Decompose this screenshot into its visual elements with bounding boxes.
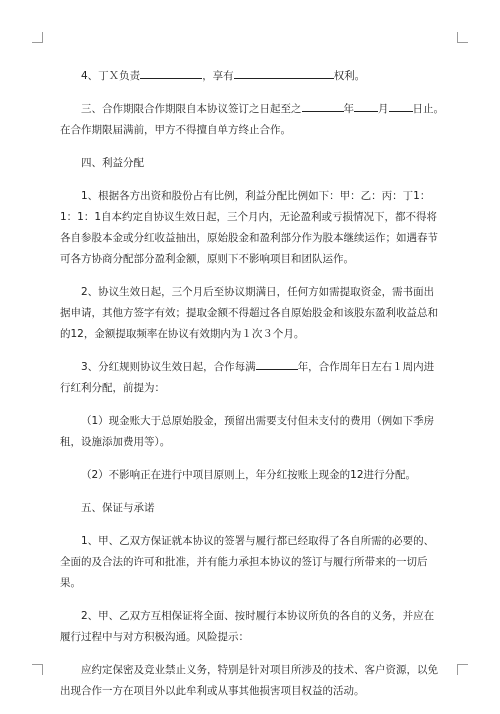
paragraph-guarantee-1: 1、甲、乙双方保证就本协议的签署与履行都已经取得了各自所需的必要的、全面的及合法的许可和批准，并有能力承担本协议的签订与履行所带来的一切后果。 (60, 535, 435, 589)
heading-guarantee: 五、保证与承诺 (81, 502, 155, 514)
paragraph-condition-1: （1）现金账大于总原始股金，预留出需要支付但未支付的费用（例如下季房租，设施添加费用等）。 (60, 415, 435, 448)
blank-field[interactable] (234, 66, 334, 79)
crop-mark-bottom-left (32, 664, 43, 675)
paragraph-confidentiality: 应约定保密及竞业禁止义务，特别是针对项目所涉及的技术、客户资源，以免出现合作一方在项目外以此牟利或从事其他损害项目权益的活动。 (60, 664, 438, 697)
crop-mark-top-right (457, 32, 468, 43)
paragraph-condition-2: （2）不影响正在进行中项目原则上，年分红按账上现金的12进行分配。 (81, 469, 417, 481)
heading-profit-distribution: 四、利益分配 (81, 157, 144, 169)
paragraph-profit-2: 2、协议生效日起，三个月后至协议期满日，任何方如需提取资金，需书面出据申请，其他方签字有效；提取金额不得超过各自原始股金和该股东盈利收益总和的12，金额提取频率在协议有效期内为１次３个月。 (60, 286, 438, 340)
blank-day[interactable] (389, 99, 413, 112)
crop-mark-top-left (32, 32, 43, 43)
paragraph-ding-duty: 4、丁Ｘ负责 ，享有 权利。 (60, 66, 444, 87)
blank-field[interactable] (140, 66, 202, 79)
document-body (60, 66, 444, 714)
paragraph-term: 三、合作期限合作期限自本协议签订之日起至之 年 月 日止。在合作期限届满前，甲方不得擅自单方终止合作。 (60, 99, 444, 141)
blank-year[interactable] (302, 99, 344, 112)
paragraph-profit-1: 1、根据各方出资和股份占有比例，利益分配比例如下：甲：乙：丙：丁1：1：1：1自本约定自协议生效日起，三个月内，无论盈利或亏损情况下，都不得将各自参股本金或分红收益抽出，原始股金和盈利部分作为股本继续运作；如遇春节可各方协商分配部分盈利金额，原则下不影响项目和团队运作。 (60, 190, 438, 265)
paragraph-guarantee-2: 2、甲、乙双方互相保证将全面、按时履行本协议所负的各自的义务，并应在履行过程中与对方积极沟通。风险提示： (60, 610, 435, 643)
blank-years[interactable] (256, 357, 298, 370)
blank-month[interactable] (354, 99, 378, 112)
crop-mark-bottom-right (457, 664, 468, 675)
paragraph-profit-3: 3、分红规则协议生效日起，合作每满 年，合作周年日左右１周内进行红利分配，前提为： (60, 357, 444, 399)
